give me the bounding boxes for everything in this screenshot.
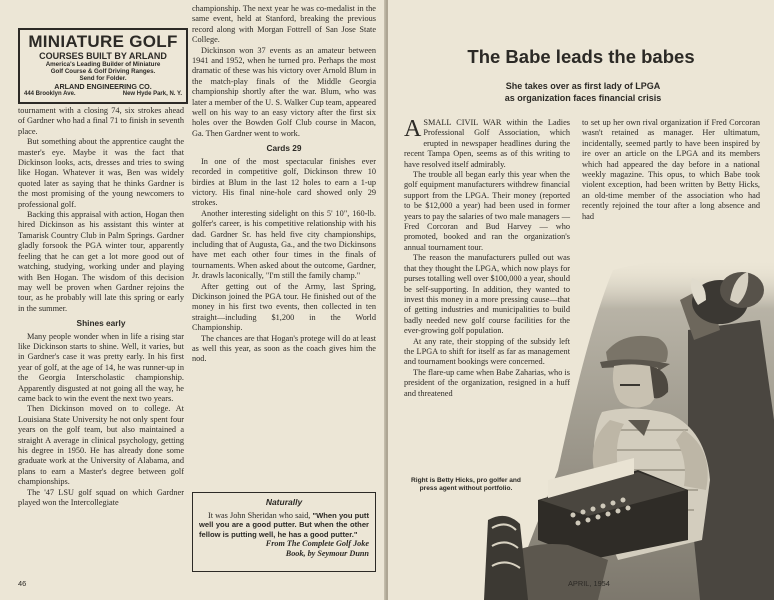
paragraph: After getting out of the Army, last Spring, Dickinson joined the PGA tour. He finished out of the money in his first two events, then collected in ten straight—including $1,200 in the World Championship.	[192, 281, 376, 333]
box-quote: "When you putt well you are a good putter. But when the other fellow is putting well, he has a good putter."	[199, 510, 369, 539]
paragraph: At any rate, their stopping of the subsidy left the LPGA to shift for itself as far as management and tournament bookings were concerned.	[404, 336, 570, 367]
left-column-2	[192, 4, 376, 365]
paragraph: The reason the manufacturers pulled out was that they thought the LPGA, which now plays for purses totalling well over $100,000 a year, should be self-supporting. In addition, they wanted to invest this money in a more pressing cause—that of getting industries and municipalities to build badly needed new golf course facilities for the ever-growing golf population.	[404, 253, 570, 336]
paragraph: to set up her own rival organization if Fred Corcoran wasn't retained as manager. Her ultimatum, incidentally, seemed partly to have been inspired by ire over an article on the LPGA and its members which had appeared the day before in a national weekly magazine. This opus, to which Babe took violent exception, had been written by Betty Hicks, an old-time member of the association who had recently rejoined the tour after a long absence and had	[582, 118, 760, 221]
left-column-1	[18, 106, 184, 508]
paragraph: Many people wonder when in life a rising star like Dickinson starts to shine. Well, it varies, but in Gardner's case it was pretty early. In his first year of golf, at the age of 14, he was runner-up in the Georgia Interscholastic championship. Apparently disgusted at not going all the way, he came back to win the event the next two years.	[18, 331, 184, 403]
subheading-cards-29: Cards 29	[266, 143, 302, 154]
ad-city: New Hyde Park, N. Y.	[122, 91, 182, 97]
ad-line-1: America's Leading Builder of Miniature	[45, 61, 161, 68]
right-column-1	[404, 118, 570, 399]
box-title: Naturally	[265, 497, 303, 507]
right-page	[388, 0, 774, 600]
ad-line-2: Golf Course & Golf Driving Ranges.	[50, 68, 156, 75]
paragraph: The flare-up came when Babe Zaharias, who is president of the organization, resigned in a huff and threatened	[404, 367, 570, 398]
paragraph: Backing this appraisal with action, Hogan then hired Dickinson as his assistant this winter at Tamarisk Country Club in Palm Springs. Gardner gladly forsook the PGA winter tour, apparently feeling that he can get a lot more good out of watching, studying, working under and playing with Ben Hogan. The wisdom of this decision may well be proven when Gardner rejoins the tour, as he probably will late this spring or early in the summer.	[18, 210, 184, 313]
paragraph: Another interesting sidelight on this 5' 10", 160-lb. golfer's career, is his competitive relationship with his dad. Gardner Sr. has held five city championships, including that of Augusta, Ga., and the two Dickinsons have met each other four times in the finals of tournaments. When asked about the outcome, Gardner, Jr. drawls laconically, "I'm still the family champ."	[192, 208, 376, 281]
paragraph: In one of the most spectacular finishes ever recorded in competitive golf, Dickinson threw 10 birdies at Blum in the last 12 holes to earn a 1-up victory. His final nine-hole card showed only 29 strokes.	[192, 156, 376, 208]
drop-cap: A	[404, 116, 422, 142]
article-title: The Babe leads the babes	[467, 46, 695, 67]
paragraph: The chances are that Hogan's protege will do at least as well this year, as soon as the coach gives him the nod.	[192, 333, 376, 364]
box-intro: It was John Sheridan who said,	[208, 510, 311, 520]
ad-title: MINIATURE GOLF	[28, 32, 178, 51]
ad-address: 444 Brooklyn Ave.	[24, 91, 76, 97]
subheading-shines-early: Shines early	[76, 318, 126, 329]
ad-company: ARLAND ENGINEERING CO.	[54, 82, 152, 91]
ad-subtitle: COURSES BUILT BY ARLAND	[39, 51, 167, 61]
box-text	[199, 511, 369, 540]
paragraph: The '47 LSU golf squad on which Gardner played won the Intercollegiate	[18, 487, 184, 508]
box-source-2: Book, by Seymour Dunn	[285, 548, 369, 558]
paragraph: The trouble all began early this year when the golf equipment manufacturers withdrew financial support from the LPGA. Their money (reported to be $12,000 a year) had been used in former years to pay the salaries of two male managers — Fred Corcoran and Bud Harvey — who promoted, booked and ran the organization's annual tournament tour.	[404, 170, 570, 252]
left-page	[0, 0, 386, 600]
right-column-2	[582, 118, 760, 222]
article-deck	[448, 80, 718, 104]
paragraph: tournament with a closing 74, six strokes ahead of Gardner who had a final 71 to finish in seventh place.	[18, 106, 184, 136]
deck-line-2: as organization faces financial crisis	[504, 93, 662, 103]
paragraph: But something about the apprentice caught the master's eye. Maybe it was the fact that Dickinson looks, acts, dresses and tries to swing like Hogan. Whatever it was, Ben was widely quoted later as saying that he thinks Gardner is the most promising of the young newcomers to professional golf.	[18, 137, 184, 209]
miniature-golf-ad	[18, 28, 188, 104]
deck-line-1: She takes over as first lady of LPGA	[505, 81, 661, 91]
ad-line-3: Send for Folder.	[79, 75, 127, 82]
issue-date: APRIL, 1954	[568, 579, 610, 588]
paragraph: Then Dickinson moved on to college. At Louisiana State University he not only spent four years on the golf team, but also maintained a straight A average in clinical psychology, getting his degree in 1950. He has already done some graduate work at the University of Alabama, and plans to earn a Master's degree between golf championships.	[18, 404, 184, 487]
paragraph: Dickinson won 37 events as an amateur between 1941 and 1952, when he turned pro. Perhaps the most dramatic of these was his victory over Arnold Blum in the match-play finals of the Middle Georgia championship shortly after the war. Blum, who was later a member of the U. S. Walker Cup team, appeared well on his way to an easy victory after the first six holes over the Bowden Golf Club course in Macon, Ga. Then Gardner went to work.	[192, 45, 376, 138]
paragraph	[404, 118, 570, 170]
lead-text: SMALL CIVIL WAR within the Ladies Professional Golf Association, which erupted in newspaper headlines during the recent Tampa Open, seems as of this writing to have resolved itself admirably.	[404, 118, 570, 169]
photo-caption: Right is Betty Hicks, pro golfer and press agent without portfolio.	[411, 477, 521, 493]
paragraph: championship. The next year he was co-medalist in the same event, held at Stanford, breaking the previous record along with Morgan Fottrell of San Jose State College.	[192, 4, 376, 45]
box-source-1: From The Complete Golf Joke	[265, 539, 369, 549]
page-number: 46	[18, 579, 27, 588]
naturally-sidebar-box	[192, 492, 376, 572]
